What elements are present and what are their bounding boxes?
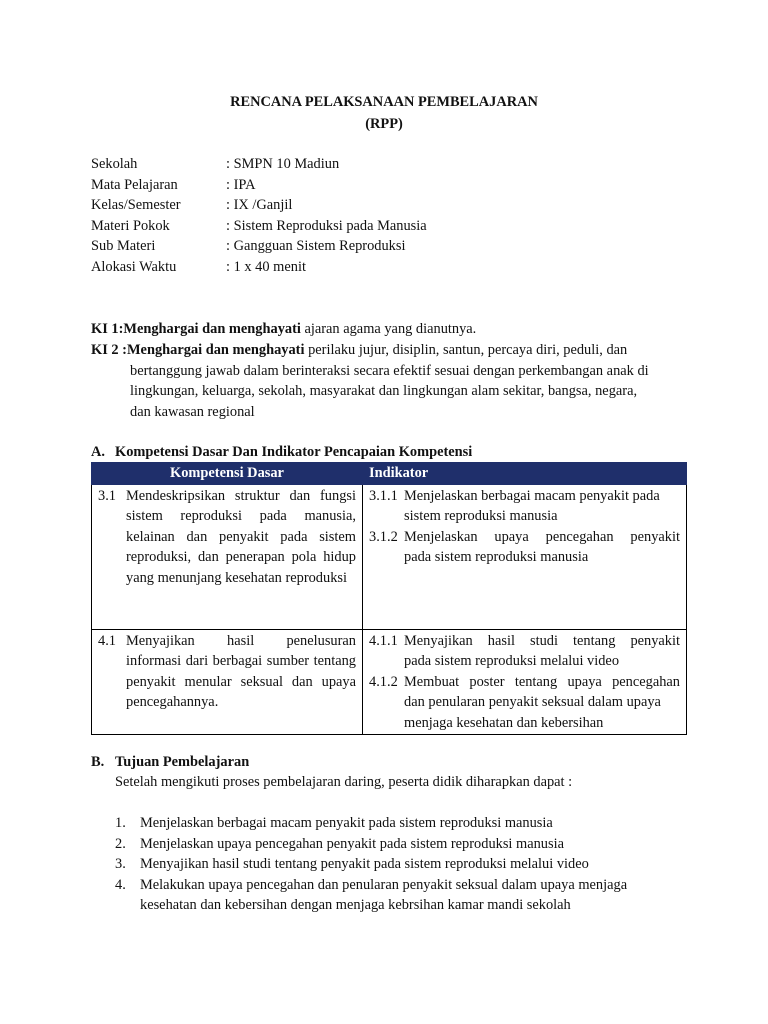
indicator-number: 3.1.2 <box>369 528 398 545</box>
list-text: Menjelaskan berbagai macam penyakit pada sistem reproduksi manusia <box>140 815 553 831</box>
indicator-number: 3.1.1 <box>369 487 398 504</box>
ki-1-heading: KI 1:Menghargai dan menghayati <box>91 321 301 337</box>
info-label: Materi Pokok <box>91 217 170 234</box>
table-header-row <box>92 463 687 485</box>
info-value: : 1 x 40 menit <box>226 258 306 275</box>
kd-cell <box>92 484 363 629</box>
indicator-text: Menyajikan hasil studi tentang penyakit <box>404 632 680 649</box>
list-item <box>115 813 675 834</box>
list-text: Menjelaskan upaya pencegahan penyakit pada sistem reproduksi manusia <box>140 835 564 852</box>
list-number: 1. <box>115 815 126 831</box>
indicator-cell <box>363 484 687 629</box>
kd-cell <box>92 629 363 734</box>
list-text: Melakukan upaya pencegahan dan penularan penyakit seksual dalam upaya menjaga kesehatan dan kebersihan dengan menjaga kebrsihan kamar mandi sekolah <box>140 876 628 914</box>
indicator-text: Menjelaskan upaya pencegahan penyakit <box>404 528 680 545</box>
indicator-entry <box>369 672 680 734</box>
info-label: Sub Materi <box>91 238 156 255</box>
objectives-list <box>115 813 675 916</box>
info-value: : IPA <box>226 176 256 193</box>
indicator-number: 4.1.2 <box>369 673 398 690</box>
info-label: Mata Pelajaran <box>91 176 178 193</box>
info-row-kelas-semester <box>91 195 427 216</box>
info-label: Alokasi Waktu <box>91 258 177 275</box>
section-letter: A. <box>91 444 105 460</box>
competency-table <box>91 462 687 735</box>
info-row-sekolah <box>91 154 427 175</box>
indicator-entry <box>369 631 680 672</box>
list-number: 3. <box>115 856 126 873</box>
ki-2-heading: KI 2 :Menghargai dan menghayati <box>91 342 305 358</box>
ki-1-text: ajaran agama yang dianutnya. <box>300 321 477 337</box>
kd-text: Mendeskripsikan struktur dan fungsi sistem reproduksi pada manusia, kelainan dan penyakit pada sistem reproduksi, dan penerapan pola hidup yang menunjang kesehatan reproduksi <box>126 487 356 586</box>
ki-1-paragraph <box>91 319 681 340</box>
indicator-text-cont: pada sistem reproduksi manusia <box>404 549 589 566</box>
info-value: : IX /Ganjil <box>226 197 293 214</box>
list-number: 2. <box>115 835 126 852</box>
section-a-heading <box>91 442 472 463</box>
list-number: 4. <box>115 876 126 893</box>
section-b-heading <box>91 752 249 773</box>
list-item <box>115 875 675 916</box>
info-row-sub-materi <box>91 236 427 257</box>
kd-text: Menyajikan hasil penelusuran informasi dari berbagai sumber tentang penyakit menular seksual dan upaya pencegahannya. <box>126 632 356 711</box>
indicator-text: Menjelaskan berbagai macam penyakit pada <box>404 487 660 504</box>
info-row-materi-pokok <box>91 216 427 237</box>
kd-number: 4.1 <box>98 632 116 649</box>
identity-block <box>91 154 427 278</box>
document-title: RENCANA PELAKSANAAN PEMBELAJARAN <box>230 94 538 110</box>
info-label: Kelas/Semester <box>91 197 181 214</box>
kd-number: 3.1 <box>98 487 116 504</box>
indicator-text: Membuat poster tentang upaya pencegahan <box>404 673 680 690</box>
kd-entry <box>98 486 356 589</box>
indicator-number: 4.1.1 <box>369 632 398 649</box>
indicator-entry <box>369 486 680 527</box>
ki-2-text: perilaku jujur, disiplin, santun, percaya diri, peduli, dan <box>304 342 628 358</box>
indicator-text-cont: dan penularan penyakit seksual dalam upaya menjaga kesehatan dan kebersihan <box>404 694 661 731</box>
header-kompetensi-dasar: Kompetensi Dasar <box>92 463 363 485</box>
section-title: Tujuan Pembelajaran <box>115 754 250 770</box>
ki-2-paragraph <box>91 340 681 422</box>
list-item <box>115 854 675 875</box>
section-letter: B. <box>91 754 105 770</box>
ki-2-continuation: dan kawasan regional <box>130 403 255 420</box>
info-value: : SMPN 10 Madiun <box>226 156 340 172</box>
indicator-cell <box>363 629 687 734</box>
info-row-mata-pelajaran <box>91 175 427 196</box>
kd-entry <box>98 631 356 713</box>
list-item <box>115 834 675 855</box>
header-indikator: Indikator <box>363 463 687 485</box>
objectives-intro: Setelah mengikuti proses pembelajaran daring, peserta didik diharapkan dapat : <box>115 774 573 790</box>
ki-2-continuation: lingkungan, keluarga, sekolah, masyarakat dan lingkungan alam sekitar, bangsa, negara, <box>130 383 638 400</box>
table-row <box>92 629 687 734</box>
info-label: Sekolah <box>91 156 138 172</box>
ki-2-continuation: bertanggung jawab dalam berinteraksi secara efektif sesuai dengan perkembangan anak di <box>130 362 649 379</box>
info-row-alokasi-waktu <box>91 257 427 278</box>
indicator-text-cont: sistem reproduksi manusia <box>404 508 558 525</box>
indicator-text-cont: pada sistem reproduksi melalui video <box>404 653 620 670</box>
section-title: Kompetensi Dasar Dan Indikator Pencapaian Kompetensi <box>115 444 473 460</box>
list-text: Menyajikan hasil studi tentang penyakit pada sistem reproduksi melalui video <box>140 856 589 873</box>
info-value: : Gangguan Sistem Reproduksi <box>226 238 406 255</box>
table-row <box>92 484 687 629</box>
indicator-entry <box>369 527 680 568</box>
document-subtitle: (RPP) <box>365 116 403 132</box>
info-value: : Sistem Reproduksi pada Manusia <box>226 217 427 234</box>
